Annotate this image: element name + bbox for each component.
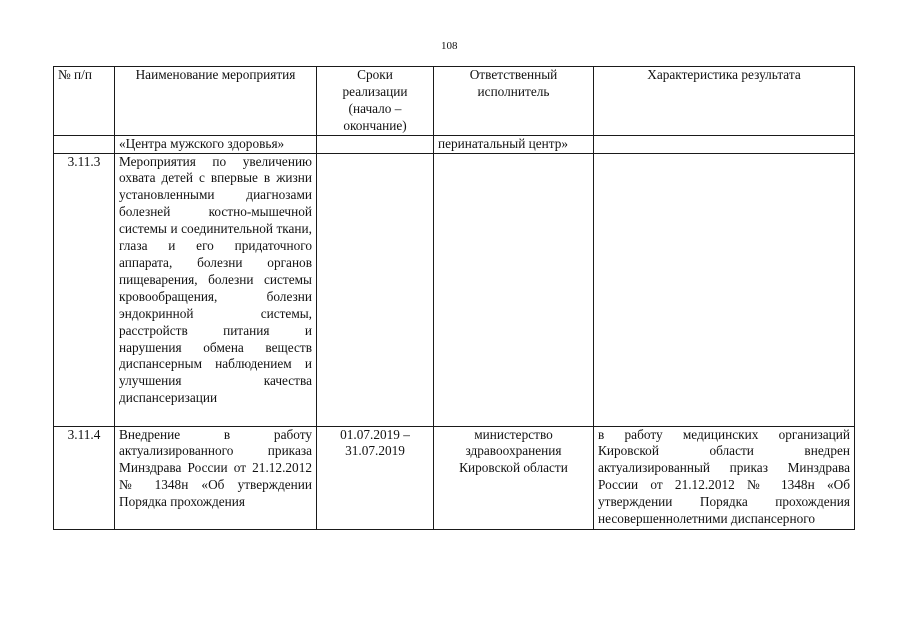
cell-name: Внедрение в работу актуализированного приказа Минздрава России от 21.12.2012 № 1348н «Об утверждении Порядка прохождения bbox=[115, 426, 317, 529]
header-period bbox=[317, 67, 434, 136]
cell-number: 3.11.4 bbox=[54, 426, 115, 529]
activities-table bbox=[53, 66, 855, 530]
cell-name: «Центра мужского здоровья» bbox=[115, 135, 317, 153]
table-row bbox=[54, 426, 855, 529]
cell-name: Мероприятия по увеличению охвата детей с впервые в жизни установленными диагнозами болезней костно-мышечной системы и соединительной ткани, глаза и его придаточного аппарата, болезни органов пищеварения, болезни системы кровообращения, болезни эндокринной системы, расстройств питания и нарушения обмена веществ диспансерным наблюдением и улучшения качества диспансеризации bbox=[115, 153, 317, 426]
cell-result bbox=[594, 153, 855, 426]
header-period-line: (начало – bbox=[348, 100, 402, 116]
cell-number: 3.11.3 bbox=[54, 153, 115, 426]
header-result: Характеристика результата bbox=[594, 67, 855, 136]
table-row-continuation bbox=[54, 135, 855, 153]
header-period-line: окончание) bbox=[343, 117, 407, 133]
header-period-line: реализации bbox=[342, 83, 408, 99]
cell-executor: перинатальный центр» bbox=[434, 135, 594, 153]
page-number: 108 bbox=[441, 40, 458, 52]
header-executor bbox=[434, 67, 594, 136]
cell-result: в работу медицинских организаций Кировской области внедрен актуализированный приказ Минздрава России от 21.12.2012 № 1348н «Об утверждении Порядка прохождения несовершеннолетними диспансерного bbox=[594, 426, 855, 529]
table-header-row bbox=[54, 67, 855, 136]
cell-result bbox=[594, 135, 855, 153]
header-period-line: Сроки bbox=[357, 67, 393, 82]
header-name: Наименование мероприятия bbox=[115, 67, 317, 136]
header-executor-line: Ответственный bbox=[469, 67, 558, 82]
cell-period bbox=[317, 153, 434, 426]
header-executor-line: исполнитель bbox=[477, 83, 550, 99]
header-number: № п/п bbox=[54, 67, 115, 136]
cell-period: 01.07.2019 – 31.07.2019 bbox=[317, 426, 434, 529]
cell-number bbox=[54, 135, 115, 153]
cell-period bbox=[317, 135, 434, 153]
table-row bbox=[54, 153, 855, 426]
cell-executor bbox=[434, 153, 594, 426]
cell-executor: министерство здравоохранения Кировской области bbox=[434, 426, 594, 529]
